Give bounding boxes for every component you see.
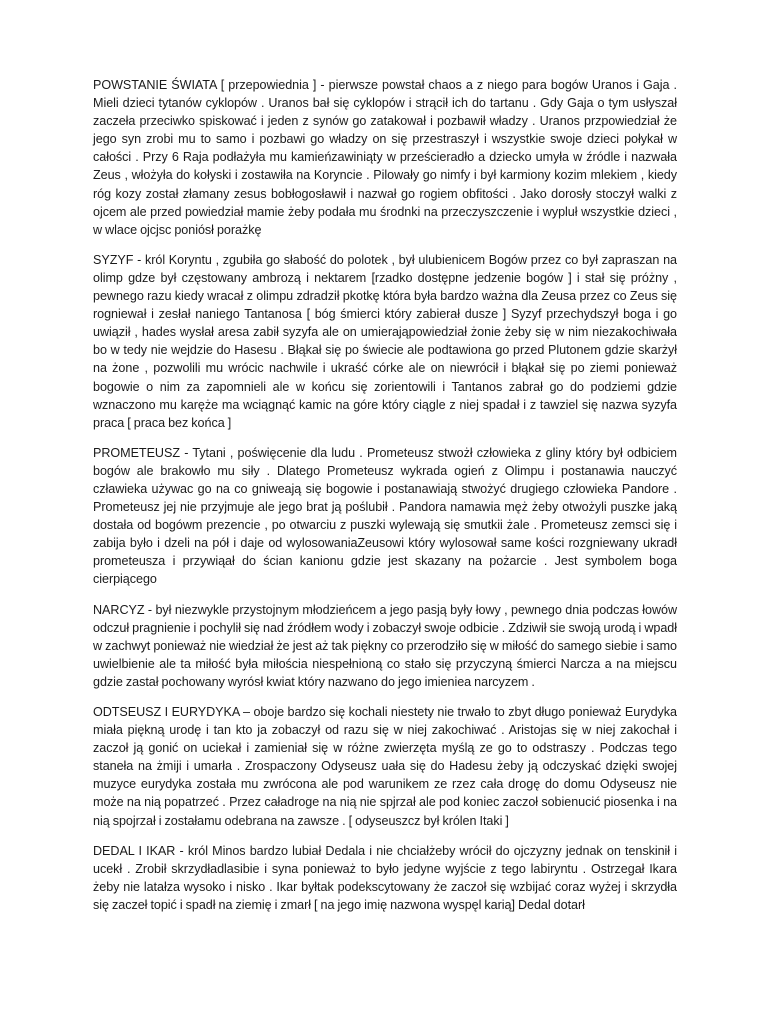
paragraph-syzyf [93, 251, 677, 432]
paragraph-dedal-ikar [93, 842, 677, 914]
paragraph-title: POWSTANIE ŚWIATA [93, 78, 217, 92]
paragraph-text: - był niezwykle przystojnym młodzieńcem a jego pasją były łowy , pewnego dnia podczas łowów odczuł pragnienie i pochylił się nad źródłem wody i zobaczył swoje odbicie . Zdziwił sie swoją urodą i wpadł w zachwyt ponieważ nie wiedział że jest aż tak piękny co przerodziło się w miłość do samego siebie i samo uwielbienie ale ta miłość była miłościa niespełnioną co stało się przyczyną śmierci Narcza a na miejscu gdzie zastał pochowany wyrósł kwiat który nazwano do jego imieniea narcyzem . [93, 602, 677, 689]
paragraph-odyseusz-eurydyka [93, 703, 677, 830]
paragraph-title: DEDAL I IKAR [93, 843, 176, 858]
paragraph-title: PROMETEUSZ [93, 445, 180, 460]
paragraph-title: ODTSEUSZ I EURYDYKA [93, 705, 240, 719]
paragraph-text: [ przepowiednia ] - pierwsze powstał chaos a z niego para bogów Uranos i Gaja . Mieli dzieci tytanów cyklopów . Uranos bał się cyklopów i strącił ich do tartanu . Gdy Gaja o tym usłyszał zaczeła przeciwko spiskować i jeden z synów go zatakował i pozbawił władzy . Uranos przpowiedział że jego syn zrobi mu to samo i pozbawi go władzy on się przestraszył i wszystkie swoje dzieci połykał w całości . Przy 6 Raja podłażyła mu kamieńzawiniąty w prześcieradło a dziecko umyła w źródle i nazwała Zeus , włożyła do kołyski i zostawiła na Koryncie . Pilowały go nimfy i był karmiony kozim mlekiem , kiedy róg kozy został złamany zesus bobłogosławił i nazwał go rogiem obfitości . Jako dorosły stoczył walki z ojcem ale przed powiedział mamie żeby podała mu środnki na przeczyszczenie i wypluł wszystkie dzieci , w wlace ojcjsc poniósł porażkę [93, 78, 677, 237]
paragraph-powstanie-swiata [93, 76, 677, 239]
paragraph-text: - król Koryntu , zgubiła go słabość do polotek , był ulubienicem Bogów przez co był zapraszan na olimp gdze był częstowany ambrozą i nektarem [rzadko dostępne jedzenie bogów ] i stał się próżny , pewnego razu kiedy wracał z olimpu zdradził pkotkę która była bardzo ważna dla Zeusa przez co Zeus się rogniewał i zesłał naniego Tantanosa [ bóg śmierci który zabierał dusze ] Syzyf przechydszył boga i go uwiąził , hades wysłał aresa zabił syzyfa ale on umierająpowiedział żonie żeby się w nim niezakochiwała bo w tedy nie wejdzie do Hasesu . Błąkał się po świecie ale podtawiona go przed Plutonem gdzie skarżył na żone , pozwolili mu wrócic nachwile i ukraść córke ale on niewrócił i błąkał się po ziemi ponieważ bogowie o nim za zapomnieli ale w końcu się zorientowili i Tantanos zabrał go do podziemi gdzie wznaczono mu karęże ma wciągnąć kamic na góre który ciągle z niej spadał i z tawziel się nazwa syzyfa praca [ praca bez końca ] [93, 252, 677, 430]
document-body [93, 76, 677, 926]
paragraph-title: NARCYZ [93, 602, 145, 617]
paragraph-title: SYZYF [93, 252, 134, 267]
paragraph-text: - Tytani , poświęcenie dla ludu . Prometeusz stwożł człowieka z gliny który był odbiciem bogów ale brakowło mu siły . Dlatego Prometeusz wykrada ogień z Olimpu i postanawia nauczyć czławieka używac go na co gniweają się bogowie i postanawiają stwożyć drugiego człowieka Pandore . Prometeusz jej nie przyjmuje ale jego brat ją poślubił . Pandora namawia męż żeby otwożyli puszke jaką dostała od bogówm prezencie , po otwarciu z puszki wylewają się smutkii żale . Prometeusz zemsci się i zabija było i dzeli na pół i daje od wylosowaniaZeusowi który wylosował same kości rozgniewany ukradł prometeusza i przywiąał do ścian kanionu gdzie jest skazany na pożarcie . Jest symbolem boga cierpiącego [93, 445, 677, 587]
paragraph-text: – oboje bardzo się kochali niestety nie trwało to zbyt długo ponieważ Eurydyka miała piękną urodę i tan kto ja zobaczył od razu się w niej zakochiwać . Aristojas się w niej zakochał i zaczoł ją gonić on uciekał i zamieniał się w różne zwierzęta myślą ze go to odstraszy . Podczas tego staneła na żmiji i umarła . Zrospaczony Odyseusz uała się do Hadesu żeby ją odczyskać dzięki swojej muzyce eurydyka została mu zwrócona ale pod warunikem ze rzez cała drogę do domu Odyseusz nie może na nią popatrzeć . Przez caładroge na nią nie spjrzał ale pod koniec zaczoł sobienucić piosenka i na nią spojrzał i zostałamu odebrana na zawsze . [ odyseuszcz był królen Itaki ] [93, 705, 677, 828]
paragraph-text: - król Minos bardzo lubiał Dedala i nie chciałżeby wrócił do ojczyzny jednak on tenskinił i ucekł . Zrobił skrzydładlasibie i syna ponieważ to było jedyne wyjście z tego labiryntu . Ostrzegał Ikara żeby nie latałza wysoko i nisko . Ikar byłtak podekscytowany że zaczoł się wzbijać coraz wyżej i skrzydła się zaczeł topić i spadł na ziemię i zmarł [ na jego imię nazwona wyspęl karią] Dedal dotarł [93, 843, 677, 912]
paragraph-narcyz [93, 601, 677, 691]
paragraph-prometeusz [93, 444, 677, 589]
